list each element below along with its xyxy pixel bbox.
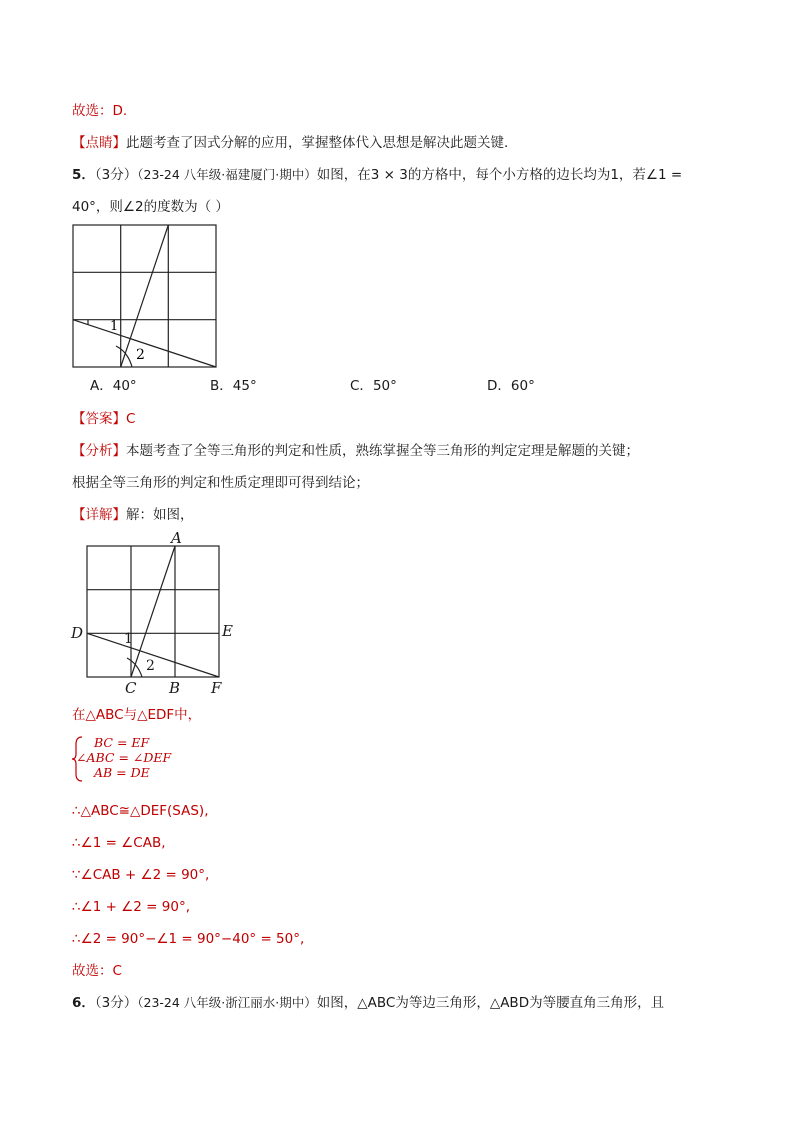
q6-points: （3分）	[94, 995, 138, 1011]
analysis-text-1: 本题考查了全等三角形的判定和性质，熟练掌握全等三角形的判定定理是解题的关键；	[126, 443, 639, 459]
option-letter: A．	[90, 378, 113, 394]
option-b[interactable]	[210, 376, 257, 396]
point-b-label: B	[169, 679, 181, 697]
step-line: ∵∠CAB + ∠2 = 90°,	[72, 867, 210, 883]
option-letter: B．	[210, 378, 233, 394]
answer-tag: 【答案】	[72, 411, 126, 427]
q5-source: （23-24 八年级·福建厦门·期中）	[137, 167, 317, 182]
q6-text: 如图，△ABC为等边三角形，△ABD为等腰直角三角形，且	[316, 995, 665, 1011]
angle-2-label: 2	[146, 658, 155, 674]
option-value: 50°	[372, 378, 397, 394]
q5-number: 5．	[72, 167, 95, 183]
q5-points: （3分）	[94, 167, 138, 183]
step-line: ∴∠2 = 90°−∠1 = 90°−40° = 50°,	[72, 931, 305, 947]
option-value: 45°	[232, 378, 257, 394]
angle-1-label: 1	[124, 631, 133, 647]
system-line-3: AB = DE	[94, 765, 150, 780]
final-answer: 故选：C	[72, 963, 122, 979]
comment-tag: 【点睛】	[72, 135, 126, 151]
point-d-label: D	[71, 624, 84, 642]
point-c-label: C	[125, 679, 137, 697]
step-line: ∴∠1 + ∠2 = 90°,	[72, 899, 190, 915]
q6-source: （23-24 八年级·浙江丽水·期中）	[137, 995, 317, 1010]
prev-answer-text: 故选：D.	[72, 103, 128, 119]
q5-solution-figure	[70, 530, 240, 696]
final-answer-line	[72, 961, 122, 981]
point-a-label: A	[171, 529, 182, 547]
analysis-text-2: 根据全等三角形的判定和性质定理即可得到结论；	[72, 475, 369, 491]
option-d[interactable]	[487, 376, 535, 396]
option-letter: D．	[487, 378, 511, 394]
analysis-line-2	[72, 473, 369, 493]
q5-text-1: 如图，在3 × 3的方格中，每个小方格的边长均为1，若∠1 =	[316, 167, 683, 183]
point-e-label: E	[222, 622, 233, 640]
q6-number: 6．	[72, 995, 95, 1011]
answer-value: C	[126, 411, 136, 427]
prev-answer-line	[72, 101, 127, 121]
q5-stem-line-2	[72, 197, 229, 217]
q5-text-2: 40°，则∠2的度数为（ ）	[72, 199, 229, 215]
analysis-line-1	[72, 441, 639, 461]
step-line: ∴△ABC≅△DEF(SAS),	[72, 803, 209, 819]
answer-line	[72, 409, 135, 429]
option-letter: C．	[350, 378, 373, 394]
angle-1-label: 1	[110, 319, 119, 334]
detail-intro: 解：如图，	[126, 507, 194, 523]
equality-system	[72, 736, 192, 782]
q5-grid-figure	[72, 224, 218, 370]
option-a[interactable]	[90, 376, 137, 396]
angle-2-label: 2	[136, 347, 145, 363]
option-value: 60°	[510, 378, 535, 394]
point-f-label: F	[211, 679, 222, 697]
detail-tag: 【详解】	[72, 507, 126, 523]
option-c[interactable]	[350, 376, 397, 396]
in-triangles-line	[72, 705, 201, 725]
segment-ca	[121, 225, 169, 367]
system-line-1: BC = EF	[94, 735, 150, 750]
detail-line	[72, 505, 194, 525]
step-line: ∴∠1 = ∠CAB,	[72, 835, 166, 851]
analysis-tag: 【分析】	[72, 443, 126, 459]
q5-stem-line-1	[72, 165, 682, 185]
option-value: 40°	[112, 378, 137, 394]
q6-stem-line	[72, 993, 664, 1013]
in-triangles-text: 在△ABC与△EDF中，	[72, 707, 202, 723]
prev-comment-line	[72, 133, 508, 153]
system-line-2: ∠ABC = ∠DEF	[76, 750, 172, 765]
comment-text: 此题考查了因式分解的应用，掌握整体代入思想是解决此题关键.	[126, 135, 509, 151]
